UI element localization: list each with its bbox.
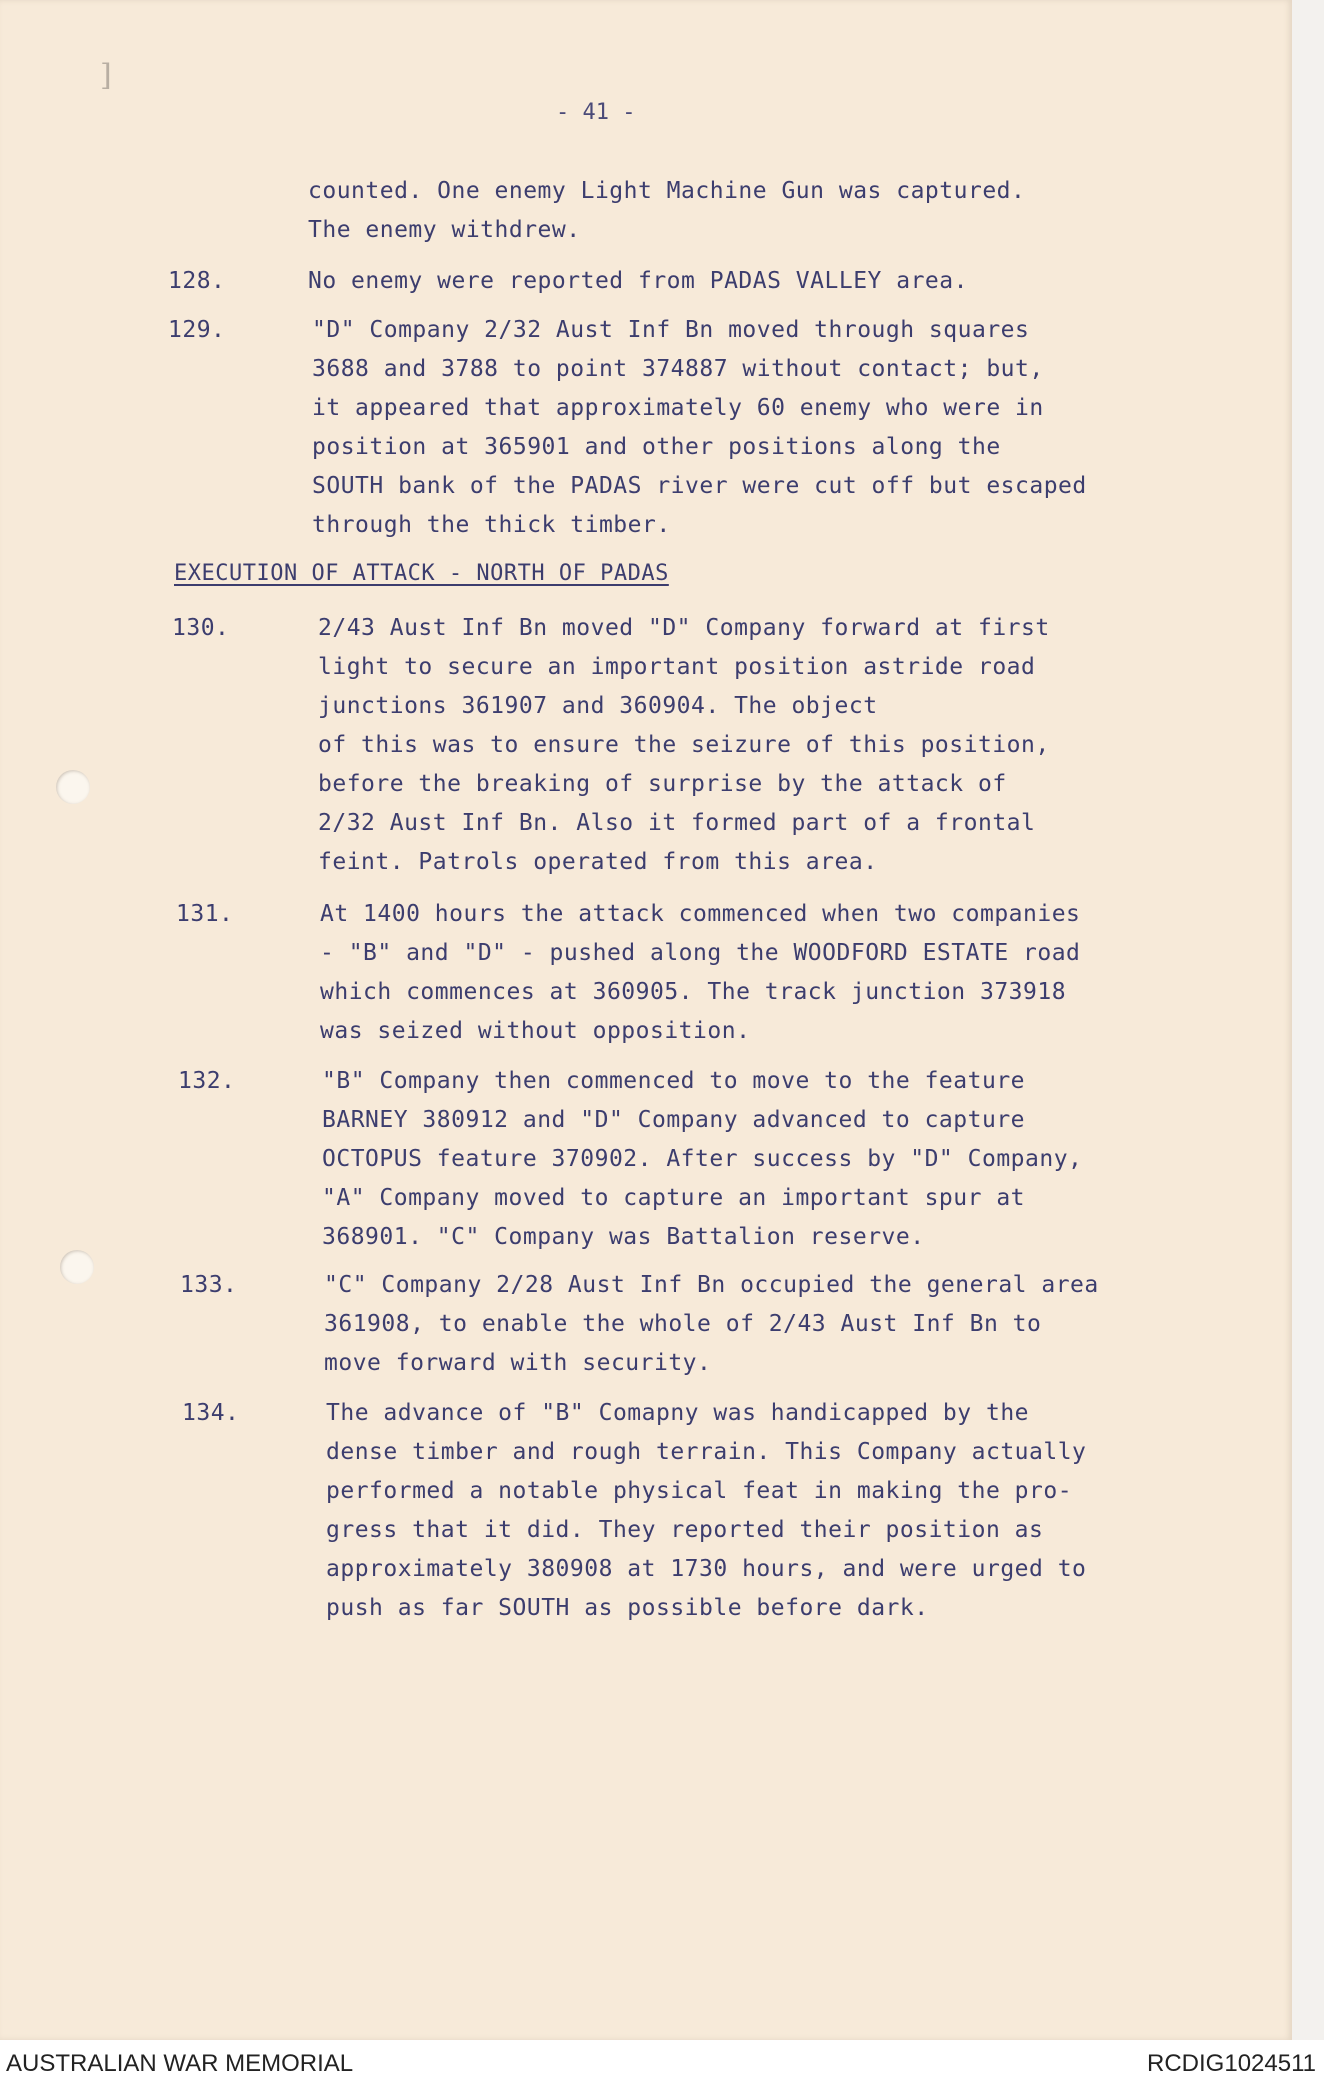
archive-footer <box>0 2044 1324 2081</box>
text-line: through the thick timber. <box>312 512 671 538</box>
text-line: before the breaking of surprise by the attack of <box>318 771 1007 797</box>
text-line: light to secure an important position astride road <box>318 654 1036 680</box>
text-line: The enemy withdrew. <box>308 217 581 243</box>
text-line: OCTOPUS feature 370902. After success by "D" Company, <box>322 1146 1083 1172</box>
text-line: 361908, to enable the whole of 2/43 Aust Inf Bn to <box>324 1311 1042 1337</box>
text-line: "B" Company then commenced to move to the feature <box>322 1068 1026 1094</box>
footer-institution: AUSTRALIAN WAR MEMORIAL <box>6 2050 354 2077</box>
pencil-mark: ] <box>100 58 112 93</box>
text-line: "C" Company 2/28 Aust Inf Bn occupied the general area <box>324 1272 1099 1298</box>
text-line: 368901. "C" Company was Battalion reserve. <box>322 1224 925 1250</box>
text-line: gress that it did. They reported their position as <box>326 1517 1044 1543</box>
paper-edge <box>1292 0 1324 2040</box>
text-line: "D" Company 2/32 Aust Inf Bn moved through squares <box>312 317 1030 343</box>
text-line: 3688 and 3788 to point 374887 without contact; but, <box>312 356 1044 382</box>
text-line: it appeared that approximately 60 enemy who were in <box>312 395 1044 421</box>
text-line: At 1400 hours the attack commenced when two companies <box>320 901 1081 927</box>
punch-hole-bottom <box>60 1250 94 1284</box>
text-line: push as far SOUTH as possible before dark. <box>326 1595 929 1621</box>
page-number: - 41 - <box>556 100 636 125</box>
paragraph-number: 133. <box>180 1272 238 1298</box>
paragraph-number: 131. <box>176 901 234 927</box>
text-line: "A" Company moved to capture an important spur at <box>322 1185 1026 1211</box>
punch-hole-top <box>56 770 90 804</box>
text-line: counted. One enemy Light Machine Gun was captured. <box>308 178 1026 204</box>
paragraph-number: 132. <box>178 1068 236 1094</box>
text-line: move forward with security. <box>324 1350 712 1376</box>
text-line: junctions 361907 and 360904. The object <box>318 693 878 719</box>
text-line: performed a notable physical feat in making the pro- <box>326 1478 1073 1504</box>
section-heading: EXECUTION OF ATTACK - NORTH OF PADAS <box>174 561 669 586</box>
text-line: 2/32 Aust Inf Bn. Also it formed part of a frontal <box>318 810 1036 836</box>
text-line: 2/43 Aust Inf Bn moved "D" Company forward at first <box>318 615 1050 641</box>
text-line: which commences at 360905. The track junction 373918 <box>320 979 1067 1005</box>
text-line: The advance of "B" Comapny was handicapped by the <box>326 1400 1030 1426</box>
text-line: approximately 380908 at 1730 hours, and were urged to <box>326 1556 1087 1582</box>
paragraph-number: 128. <box>168 268 226 294</box>
paragraph-number: 129. <box>168 317 226 343</box>
text-line: feint. Patrols operated from this area. <box>318 849 878 875</box>
text-line: SOUTH bank of the PADAS river were cut off but escaped <box>312 473 1087 499</box>
paragraph-number: 130. <box>172 615 230 641</box>
text-line: BARNEY 380912 and "D" Company advanced to capture <box>322 1107 1026 1133</box>
text-line: position at 365901 and other positions along the <box>312 434 1001 460</box>
text-line: - "B" and "D" - pushed along the WOODFORD ESTATE road <box>320 940 1081 966</box>
text-line: of this was to ensure the seizure of this position, <box>318 732 1050 758</box>
text-line: dense timber and rough terrain. This Company actually <box>326 1439 1087 1465</box>
text-line: No enemy were reported from PADAS VALLEY area. <box>308 268 968 294</box>
paragraph-number: 134. <box>182 1400 240 1426</box>
footer-record-id: RCDIG1024511 <box>1147 2050 1316 2077</box>
text-line: was seized without opposition. <box>320 1018 751 1044</box>
